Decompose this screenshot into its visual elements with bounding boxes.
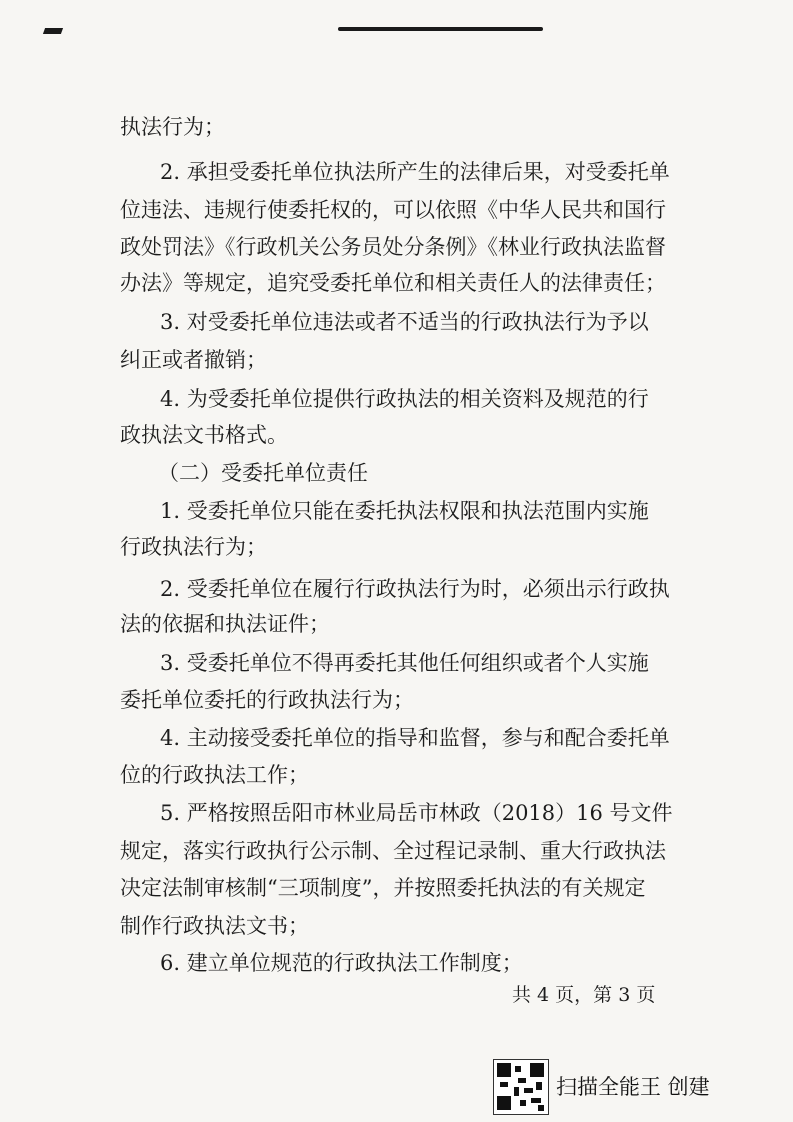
top-rule xyxy=(338,27,543,31)
page-number: 共 4 页，第 3 页 xyxy=(512,984,656,1006)
body-line: 位违法、违规行使委托权的，可以依照《中华人民共和国行 xyxy=(120,198,666,222)
body-line: 办法》等规定，追究受委托单位和相关责任人的法律责任； xyxy=(120,271,666,295)
body-line: 2. 受委托单位在履行行政执法行为时，必须出示行政执 xyxy=(160,577,670,601)
body-line: 3. 对受委托单位违法或者不适当的行政执法行为予以 xyxy=(160,310,649,334)
body-line: 行政执法行为； xyxy=(120,535,267,559)
scan-mark xyxy=(43,28,63,34)
body-line: 6. 建立单位规范的行政执法工作制度； xyxy=(160,951,523,975)
body-line: 法的依据和执法证件； xyxy=(120,612,330,636)
body-line: 5. 严格按照岳阳市林业局岳市林政（2018）16 号文件 xyxy=(160,801,673,825)
body-line: 政处罚法》《行政机关公务员处分条例》《林业行政执法监督 xyxy=(120,235,666,259)
body-line: 1. 受委托单位只能在委托执法权限和执法范围内实施 xyxy=(160,499,649,523)
body-line: 纠正或者撤销； xyxy=(120,348,267,372)
body-line: 政执法文书格式。 xyxy=(120,423,288,447)
scanner-watermark: 扫描全能王 创建 xyxy=(556,1075,710,1099)
body-line: 委托单位委托的行政执法行为； xyxy=(120,688,414,712)
section-heading: （二）受委托单位责任 xyxy=(158,461,368,485)
body-line: 4. 主动接受委托单位的指导和监督，参与和配合委托单 xyxy=(160,726,670,750)
body-line: 规定，落实行政执行公示制、全过程记录制、重大行政执法 xyxy=(120,839,666,863)
body-line: 执法行为； xyxy=(120,115,225,139)
body-line: 位的行政执法工作； xyxy=(120,763,309,787)
body-line: 4. 为受委托单位提供行政执法的相关资料及规范的行 xyxy=(160,387,649,411)
body-line: 决定法制审核制“三项制度”，并按照委托执法的有关规定 xyxy=(120,876,646,900)
qr-code-icon xyxy=(493,1059,549,1115)
body-line: 制作行政执法文书； xyxy=(120,914,309,938)
body-line: 3. 受委托单位不得再委托其他任何组织或者个人实施 xyxy=(160,651,649,675)
body-line: 2. 承担受委托单位执法所产生的法律后果，对受委托单 xyxy=(160,160,670,184)
